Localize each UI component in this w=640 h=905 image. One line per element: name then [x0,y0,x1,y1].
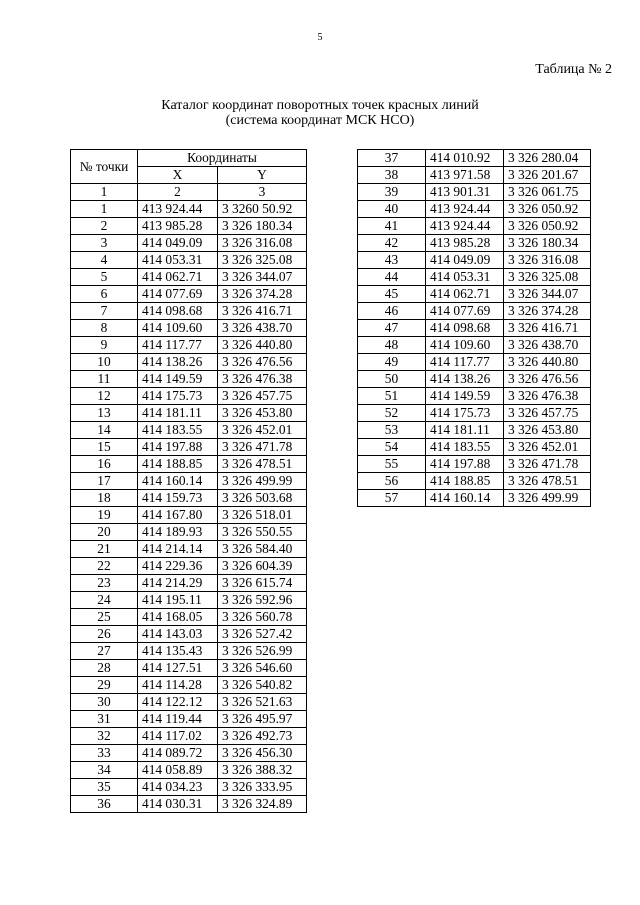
x-coordinate-cell: 414 049.09 [426,252,504,269]
point-number-cell: 47 [358,320,426,337]
table-row [71,303,307,320]
y-coordinate-cell: 3 326 478.51 [218,456,307,473]
x-coordinate-cell: 414 143.03 [138,626,218,643]
x-coordinate-cell: 414 058.89 [138,762,218,779]
table-row [71,269,307,286]
point-number-cell: 57 [358,490,426,507]
table-column-numbers-row [71,184,307,201]
y-coordinate-cell: 3 326 316.08 [504,252,591,269]
y-coordinate-cell: 3 326 476.38 [218,371,307,388]
table-row [71,405,307,422]
y-coordinate-cell: 3 326 438.70 [218,320,307,337]
y-coordinate-cell: 3 326 452.01 [218,422,307,439]
y-coordinate-cell: 3 326 440.80 [504,354,591,371]
point-number-cell: 21 [71,541,138,558]
x-coordinate-cell: 414 181.11 [426,422,504,439]
x-coordinate-cell: 414 168.05 [138,609,218,626]
point-number-cell: 24 [71,592,138,609]
x-coordinate-cell: 414 117.77 [426,354,504,371]
table-row [71,439,307,456]
point-number-cell: 11 [71,371,138,388]
point-number-cell: 32 [71,728,138,745]
point-number-cell: 29 [71,677,138,694]
table-row [358,354,591,371]
caption-title: Каталог координат поворотных точек красных линий [161,98,479,113]
x-coordinate-cell: 414 138.26 [138,354,218,371]
y-coordinate-cell: 3 326 499.99 [504,490,591,507]
table-row [71,320,307,337]
y-coordinate-cell: 3 326 280.04 [504,150,591,167]
point-number-cell: 39 [358,184,426,201]
table-row [71,371,307,388]
point-number-cell: 35 [71,779,138,796]
header-coordinates: Координаты [138,150,307,167]
x-coordinate-cell: 413 901.31 [426,184,504,201]
x-coordinate-cell: 414 197.88 [138,439,218,456]
y-coordinate-cell: 3 326 476.38 [504,388,591,405]
y-coordinate-cell: 3 326 471.78 [218,439,307,456]
y-coordinate-cell: 3 326 453.80 [504,422,591,439]
y-coordinate-cell: 3 326 416.71 [218,303,307,320]
point-number-cell: 56 [358,473,426,490]
caption-coordinate-system: (система координат МСК НСО) [225,113,415,128]
table-row [358,456,591,473]
point-number-cell: 12 [71,388,138,405]
x-coordinate-cell: 413 985.28 [138,218,218,235]
point-number-cell: 1 [71,201,138,218]
coordinates-table-right [357,149,591,507]
table-row [71,575,307,592]
x-coordinate-cell: 414 214.14 [138,541,218,558]
table-row [358,388,591,405]
x-coordinate-cell: 414 077.69 [138,286,218,303]
y-coordinate-cell: 3 326 388.32 [218,762,307,779]
table-row [358,150,591,167]
y-coordinate-cell: 3 326 503.68 [218,490,307,507]
x-coordinate-cell: 414 149.59 [426,388,504,405]
y-coordinate-cell: 3 326 325.08 [504,269,591,286]
point-number-cell: 44 [358,269,426,286]
point-number-cell: 51 [358,388,426,405]
y-coordinate-cell: 3 326 333.95 [218,779,307,796]
table-row [71,728,307,745]
x-coordinate-cell: 414 159.73 [138,490,218,507]
y-coordinate-cell: 3 326 604.39 [218,558,307,575]
table-row [358,320,591,337]
x-coordinate-cell: 414 109.60 [426,337,504,354]
y-coordinate-cell: 3 326 476.56 [504,371,591,388]
point-number-cell: 42 [358,235,426,252]
x-coordinate-cell: 413 924.44 [426,201,504,218]
point-number-cell: 49 [358,354,426,371]
x-coordinate-cell: 414 122.12 [138,694,218,711]
table-row [71,218,307,235]
table-row [358,218,591,235]
y-coordinate-cell: 3 326 201.67 [504,167,591,184]
y-coordinate-cell: 3 326 344.07 [504,286,591,303]
table-row [358,184,591,201]
table-label: Таблица № 2 [535,62,612,77]
x-coordinate-cell: 414 109.60 [138,320,218,337]
point-number-cell: 23 [71,575,138,592]
x-coordinate-cell: 413 924.44 [138,201,218,218]
column-number-1: 1 [71,184,138,201]
coordinates-table-left [70,149,307,813]
y-coordinate-cell: 3 326 416.71 [504,320,591,337]
point-number-cell: 46 [358,303,426,320]
point-number-cell: 30 [71,694,138,711]
x-coordinate-cell: 414 197.88 [426,456,504,473]
point-number-cell: 37 [358,150,426,167]
header-y: Y [218,167,307,184]
y-coordinate-cell: 3 326 471.78 [504,456,591,473]
point-number-cell: 2 [71,218,138,235]
point-number-cell: 27 [71,643,138,660]
x-coordinate-cell: 414 189.93 [138,524,218,541]
table-row [358,422,591,439]
x-coordinate-cell: 414 183.55 [426,439,504,456]
y-coordinate-cell: 3 326 325.08 [218,252,307,269]
y-coordinate-cell: 3 326 438.70 [504,337,591,354]
table-row [71,745,307,762]
point-number-cell: 25 [71,609,138,626]
point-number-cell: 33 [71,745,138,762]
point-number-cell: 34 [71,762,138,779]
y-coordinate-cell: 3 326 495.97 [218,711,307,728]
x-coordinate-cell: 414 175.73 [138,388,218,405]
y-coordinate-cell: 3 326 457.75 [504,405,591,422]
y-coordinate-cell: 3 326 499.99 [218,473,307,490]
x-coordinate-cell: 414 117.77 [138,337,218,354]
y-coordinate-cell: 3 326 453.80 [218,405,307,422]
y-coordinate-cell: 3 326 324.89 [218,796,307,813]
point-number-cell: 6 [71,286,138,303]
y-coordinate-cell: 3 326 518.01 [218,507,307,524]
table-row [358,269,591,286]
x-coordinate-cell: 414 214.29 [138,575,218,592]
x-coordinate-cell: 414 181.11 [138,405,218,422]
table-row [71,592,307,609]
point-number-cell: 31 [71,711,138,728]
x-coordinate-cell: 414 010.92 [426,150,504,167]
point-number-cell: 19 [71,507,138,524]
table-row [358,490,591,507]
x-coordinate-cell: 414 138.26 [426,371,504,388]
x-coordinate-cell: 414 188.85 [426,473,504,490]
table-row [71,711,307,728]
table-row [71,541,307,558]
table-caption [0,98,640,128]
table-row [71,796,307,813]
table-row [358,286,591,303]
x-coordinate-cell: 414 175.73 [426,405,504,422]
point-number-cell: 54 [358,439,426,456]
table-row [71,643,307,660]
point-number-cell: 8 [71,320,138,337]
table-row [71,388,307,405]
column-number-2: 2 [138,184,218,201]
table-row [71,507,307,524]
table-row [71,558,307,575]
y-coordinate-cell: 3 326 540.82 [218,677,307,694]
x-coordinate-cell: 414 188.85 [138,456,218,473]
y-coordinate-cell: 3 326 456.30 [218,745,307,762]
point-number-cell: 53 [358,422,426,439]
x-coordinate-cell: 414 160.14 [426,490,504,507]
y-coordinate-cell: 3 326 180.34 [504,235,591,252]
table-row [358,439,591,456]
x-coordinate-cell: 414 195.11 [138,592,218,609]
y-coordinate-cell: 3 326 457.75 [218,388,307,405]
x-coordinate-cell: 414 117.02 [138,728,218,745]
table-row [71,660,307,677]
table-row [71,354,307,371]
point-number-cell: 22 [71,558,138,575]
x-coordinate-cell: 414 089.72 [138,745,218,762]
table-row [71,626,307,643]
y-coordinate-cell: 3 3260 50.92 [218,201,307,218]
table-row [71,677,307,694]
table-row [358,235,591,252]
point-number-cell: 26 [71,626,138,643]
y-coordinate-cell: 3 326 526.99 [218,643,307,660]
y-coordinate-cell: 3 326 050.92 [504,218,591,235]
point-number-cell: 16 [71,456,138,473]
point-number-cell: 10 [71,354,138,371]
point-number-cell: 9 [71,337,138,354]
x-coordinate-cell: 414 049.09 [138,235,218,252]
y-coordinate-cell: 3 326 440.80 [218,337,307,354]
y-coordinate-cell: 3 326 546.60 [218,660,307,677]
table-row [358,337,591,354]
table-row [71,762,307,779]
x-coordinate-cell: 414 062.71 [138,269,218,286]
y-coordinate-cell: 3 326 615.74 [218,575,307,592]
point-number-cell: 38 [358,167,426,184]
y-coordinate-cell: 3 326 476.56 [218,354,307,371]
table-row [71,779,307,796]
table-row [71,337,307,354]
y-coordinate-cell: 3 326 374.28 [504,303,591,320]
point-number-cell: 20 [71,524,138,541]
point-number-cell: 7 [71,303,138,320]
table-row [71,252,307,269]
x-coordinate-cell: 413 924.44 [426,218,504,235]
point-number-cell: 50 [358,371,426,388]
x-coordinate-cell: 414 034.23 [138,779,218,796]
table-row [71,201,307,218]
point-number-cell: 17 [71,473,138,490]
point-number-cell: 45 [358,286,426,303]
point-number-cell: 13 [71,405,138,422]
point-number-cell: 36 [71,796,138,813]
x-coordinate-cell: 414 077.69 [426,303,504,320]
x-coordinate-cell: 414 062.71 [426,286,504,303]
point-number-cell: 15 [71,439,138,456]
x-coordinate-cell: 414 183.55 [138,422,218,439]
point-number-cell: 48 [358,337,426,354]
table-row [358,405,591,422]
y-coordinate-cell: 3 326 527.42 [218,626,307,643]
y-coordinate-cell: 3 326 452.01 [504,439,591,456]
page-number: 5 [317,32,323,43]
table-row [358,252,591,269]
point-number-cell: 43 [358,252,426,269]
point-number-cell: 41 [358,218,426,235]
y-coordinate-cell: 3 326 061.75 [504,184,591,201]
point-number-cell: 14 [71,422,138,439]
table-row [71,235,307,252]
y-coordinate-cell: 3 326 492.73 [218,728,307,745]
x-coordinate-cell: 414 053.31 [138,252,218,269]
x-coordinate-cell: 414 098.68 [138,303,218,320]
table-header-row [71,150,307,167]
x-coordinate-cell: 414 229.36 [138,558,218,575]
x-coordinate-cell: 414 030.31 [138,796,218,813]
table-row [358,303,591,320]
point-number-cell: 40 [358,201,426,218]
table-row [358,201,591,218]
table-row [358,167,591,184]
x-coordinate-cell: 414 098.68 [426,320,504,337]
point-number-cell: 5 [71,269,138,286]
point-number-cell: 55 [358,456,426,473]
x-coordinate-cell: 414 135.43 [138,643,218,660]
y-coordinate-cell: 3 326 374.28 [218,286,307,303]
y-coordinate-cell: 3 326 521.63 [218,694,307,711]
y-coordinate-cell: 3 326 560.78 [218,609,307,626]
y-coordinate-cell: 3 326 550.55 [218,524,307,541]
table-row [71,609,307,626]
point-number-cell: 52 [358,405,426,422]
point-number-cell: 4 [71,252,138,269]
header-x: X [138,167,218,184]
x-coordinate-cell: 414 127.51 [138,660,218,677]
column-number-3: 3 [218,184,307,201]
y-coordinate-cell: 3 326 344.07 [218,269,307,286]
y-coordinate-cell: 3 326 478.51 [504,473,591,490]
x-coordinate-cell: 413 985.28 [426,235,504,252]
table-row [71,286,307,303]
x-coordinate-cell: 414 114.28 [138,677,218,694]
x-coordinate-cell: 414 119.44 [138,711,218,728]
y-coordinate-cell: 3 326 316.08 [218,235,307,252]
y-coordinate-cell: 3 326 584.40 [218,541,307,558]
x-coordinate-cell: 414 053.31 [426,269,504,286]
x-coordinate-cell: 414 160.14 [138,473,218,490]
x-coordinate-cell: 414 167.80 [138,507,218,524]
table-row [71,473,307,490]
table-row [358,473,591,490]
y-coordinate-cell: 3 326 592.96 [218,592,307,609]
y-coordinate-cell: 3 326 180.34 [218,218,307,235]
point-number-cell: 28 [71,660,138,677]
table-row [71,490,307,507]
table-row [71,422,307,439]
x-coordinate-cell: 414 149.59 [138,371,218,388]
x-coordinate-cell: 413 971.58 [426,167,504,184]
table-row [71,694,307,711]
header-point-number: № точки [71,150,138,184]
point-number-cell: 18 [71,490,138,507]
table-row [358,371,591,388]
y-coordinate-cell: 3 326 050.92 [504,201,591,218]
table-row [71,456,307,473]
point-number-cell: 3 [71,235,138,252]
table-row [71,524,307,541]
